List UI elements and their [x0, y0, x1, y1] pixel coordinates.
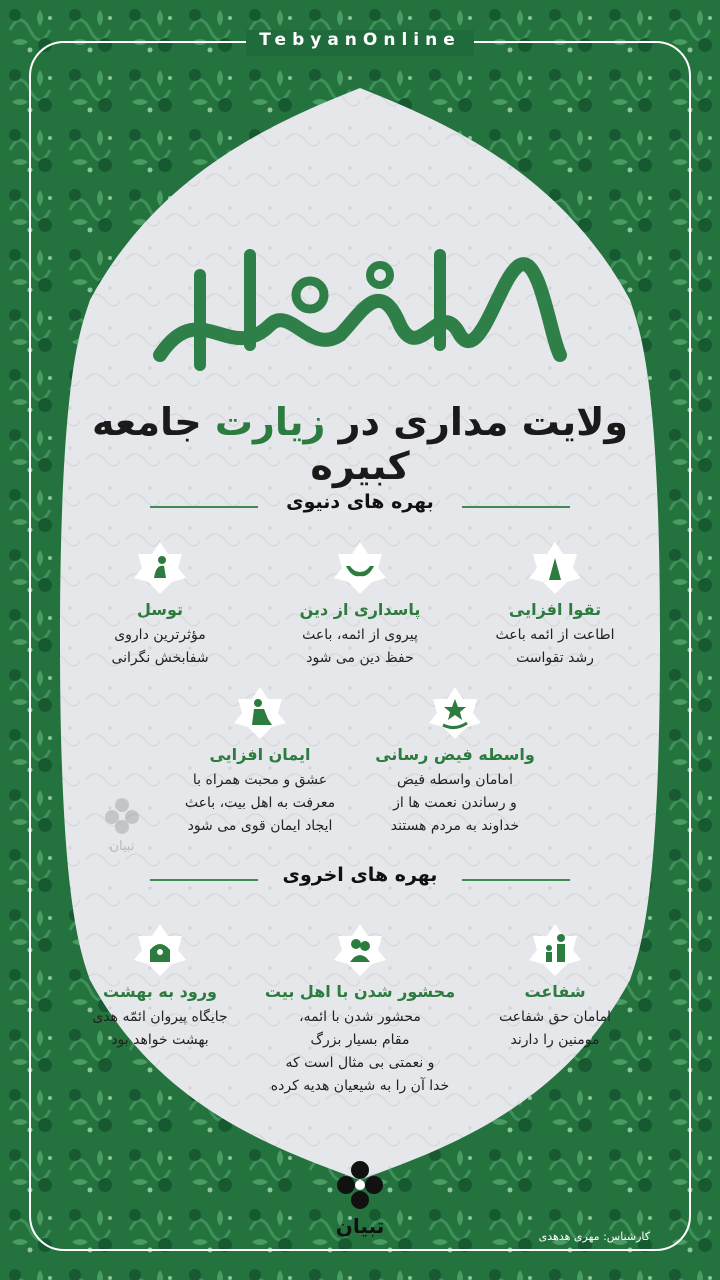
item-description: عشق و محبت همراه با معرفت به اهل بیت، باعث ایجاد ایمان قوی می شود	[184, 772, 336, 834]
item-description: امامان حق شفاعت مومنین را دارند	[498, 1009, 612, 1048]
item-title: پاسداری از دین	[299, 600, 421, 619]
divider-line	[150, 879, 258, 881]
open-hands-icon	[332, 540, 388, 596]
item-description: امامان واسطه فیض و رساندن نعمت ها از خداوند به مردم هستند	[390, 772, 520, 834]
main-title: ولایت مداری در زیارت جامعه کبیره	[91, 400, 629, 488]
item-title: ایمان افزایی	[209, 745, 311, 764]
item-description: اطاعت از ائمه باعث رشد تقواست	[495, 627, 615, 666]
item-description: مؤثرترین داروی شفابخش نگرانی	[111, 627, 209, 666]
item-title: ورود به بهشت	[103, 982, 217, 1001]
item-description: محشور شدن با ائمه، مقام بسیار بزرگ و نعمتی بی مثال است که خدا آن را به شیعیان هدیه کرده	[270, 1009, 450, 1094]
logo-label: تبیان	[335, 1214, 385, 1238]
section-label: بهره های اخروی	[282, 864, 438, 886]
item-title: محشور شدن با اهل بیت	[264, 982, 456, 1001]
divider-line	[150, 506, 258, 508]
group-icon	[332, 922, 388, 978]
brand-top-label: TebyanOnline	[259, 30, 461, 50]
praying-person-icon	[132, 540, 188, 596]
item-title: تقوا افزایی	[508, 600, 602, 619]
paradise-icon	[132, 922, 188, 978]
calligraphy-logo	[140, 235, 580, 385]
tebyan-watermark	[92, 795, 152, 855]
hand-star-icon	[427, 685, 483, 741]
praying-hands-icon	[527, 540, 583, 596]
section-head-hereafter	[150, 860, 570, 900]
designer-credit: کارشناس: مهری هدهدی	[538, 1230, 650, 1243]
tebyan-logo	[328, 1160, 392, 1240]
kneeling-person-icon	[232, 685, 288, 741]
section-head-worldly	[150, 487, 570, 527]
item-description: پیروی از ائمه، باعث حفظ دین می شود	[302, 627, 418, 666]
item-title: توسل	[136, 600, 184, 619]
item-title: واسطه فیض رسانی	[375, 745, 535, 764]
tebyan-logo-icon	[328, 1160, 392, 1210]
divider-line	[462, 506, 570, 508]
section-label: بهره های دنیوی	[286, 491, 434, 513]
tebyan-watermark-icon	[92, 795, 152, 835]
item-description: جایگاه پیروان ائمّه هدی بهشت خواهد بود	[92, 1009, 228, 1048]
item-title: شفاعت	[524, 982, 586, 1001]
divider-line	[462, 879, 570, 881]
people-icon	[527, 922, 583, 978]
watermark-label: تبیان	[109, 839, 135, 854]
